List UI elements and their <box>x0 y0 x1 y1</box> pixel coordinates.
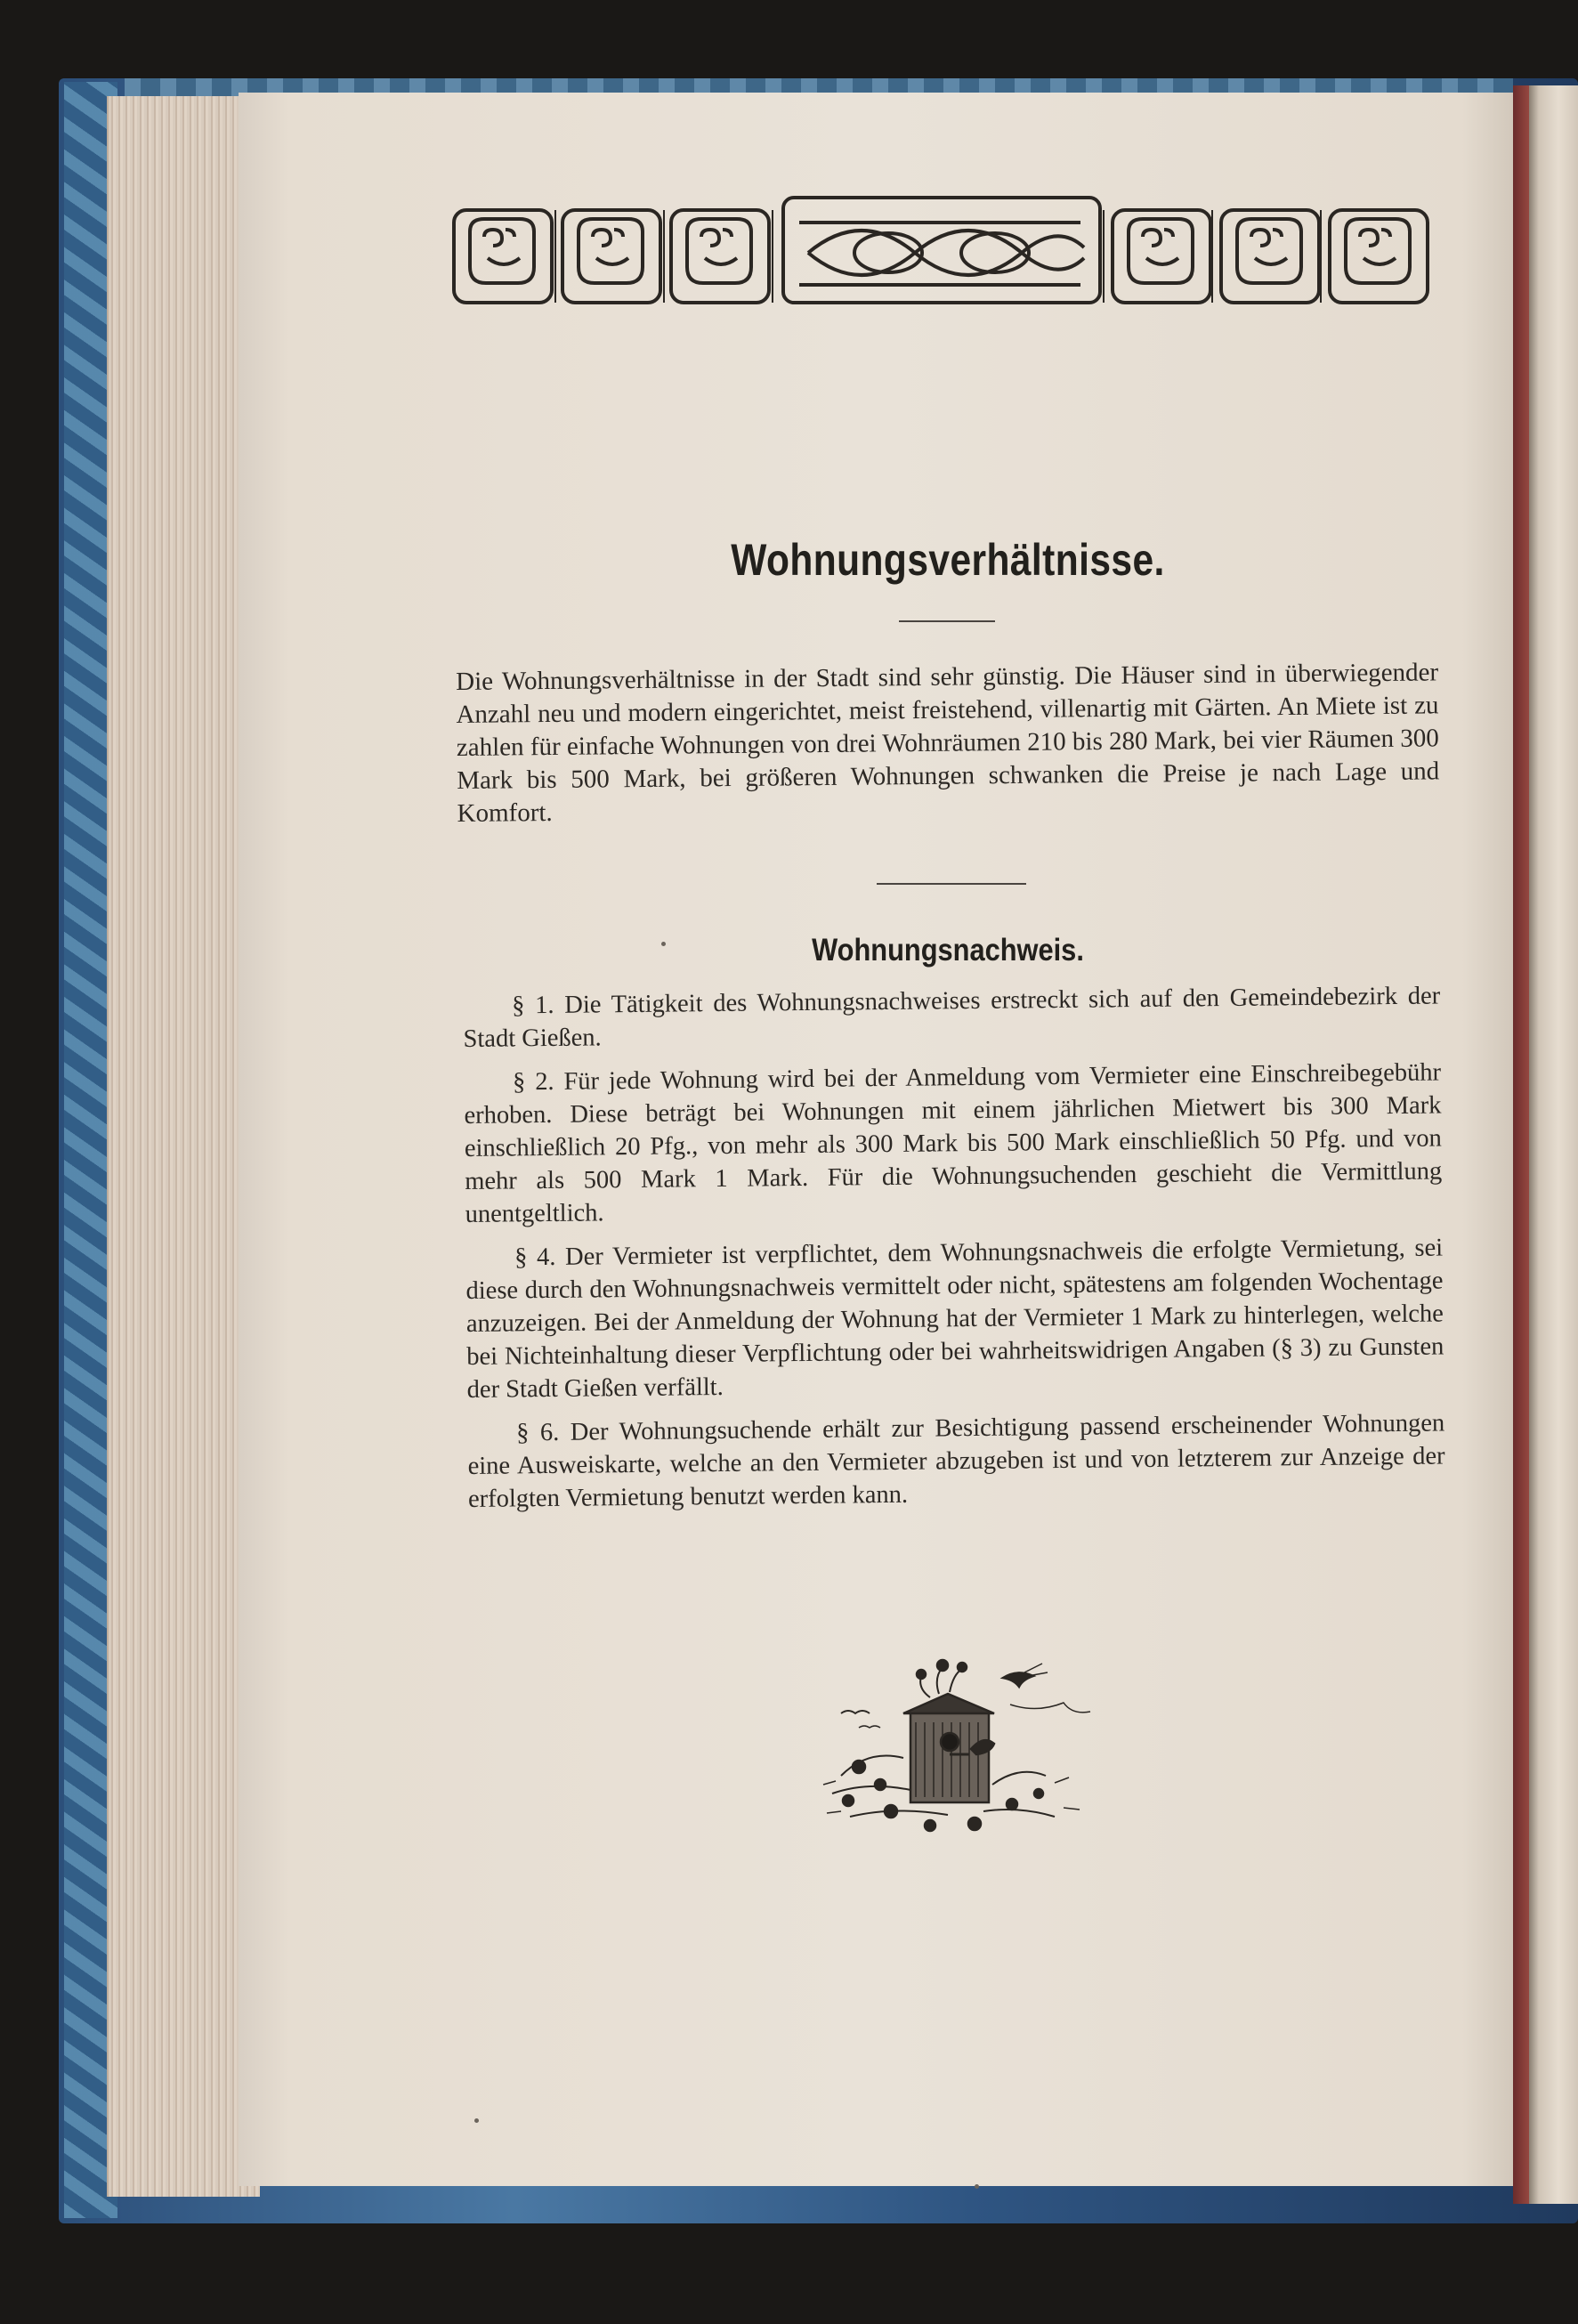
ornament-tile <box>1221 210 1319 303</box>
speck <box>975 2184 979 2189</box>
birdhouse-vignette-icon <box>805 1642 1108 1847</box>
ornament-tile <box>671 210 769 303</box>
section-divider <box>877 883 1026 885</box>
speck <box>474 2118 479 2123</box>
title-divider <box>899 620 995 622</box>
section-paragraph: § 1. Die Tätigkeit des Wohnungsnachweises erstreckt sich auf den Gemeindebezirk der Stadt Gießen. <box>463 982 1441 1053</box>
ornament-tile <box>562 210 660 303</box>
section-paragraph: § 2. Für jede Wohnung wird bei der Anmeldung vom Vermieter eine Einschreibegebühr erhoben. Diese beträgt bei Wohnungen mit einem jährlichen Mietwert bis 300 Mark einschließlich 20 Pfg., von mehr als 300 Mark bis 500 Mark einschließlich 50 Pfg. und von mehr als 500 Mark 1 Mark. Für die Wohnungsuchenden geschieht die Vermittlung unentgeltlich. <box>464 1058 1443 1228</box>
ornament-tile <box>1330 210 1428 303</box>
section-paragraph: § 6. Der Wohnungsuchende erhält zur Besichtigung passend erscheinender Wohnungen eine Ausweiskarte, welche an den Vermieter abzugeben ist und von letzterem zur Anzeige der erfolgten Vermietung benutzt werden kann. <box>467 1409 1445 1513</box>
section-list <box>463 980 1445 1526</box>
ornament-tile <box>1113 210 1210 303</box>
header-ornament-icon <box>452 196 1431 308</box>
facing-page-edge-red <box>1513 85 1531 2204</box>
facing-page-edge <box>1529 85 1578 2204</box>
page-title: Wohnungsverhältnisse. <box>731 535 1165 585</box>
page-stack-edge <box>107 96 260 2197</box>
section-title: Wohnungsnachweis. <box>812 933 1084 968</box>
intro-paragraph: Die Wohnungsverhältnisse in der Stadt sind sehr günstig. Die Häuser sind in überwiegender Anzahl neu und modern eingerichtet, meist freistehend, villenartig mit Gärten. An Miete ist zu zahlen für einfache Wohnungen von drei Wohnräumen 210 bis 280 Mark, bei vier Räumen 300 Mark bis 500 Mark, bei größeren Wohnungen schwanken die Preise je nach Lage und Komfort. <box>456 658 1440 828</box>
ornament-center <box>783 198 1100 303</box>
ornament-tile <box>454 210 552 303</box>
section-paragraph: § 4. Der Vermieter ist verpflichtet, dem Wohnungsnachweis die erfolgte Vermietung, sei diese durch den Wohnungsnachweis vermittelt oder nicht, spätestens am folgenden Wochentage anzuzeigen. Bei der Anmeldung der Wohnung hat der Vermieter 1 Mark zu hinterlegen, welche bei Nichteinhaltung dieser Verpflichtung oder bei wahrheitswidrigen Angaben (§ 3) zu Gunsten der Stadt Gießen verfällt. <box>465 1234 1444 1404</box>
